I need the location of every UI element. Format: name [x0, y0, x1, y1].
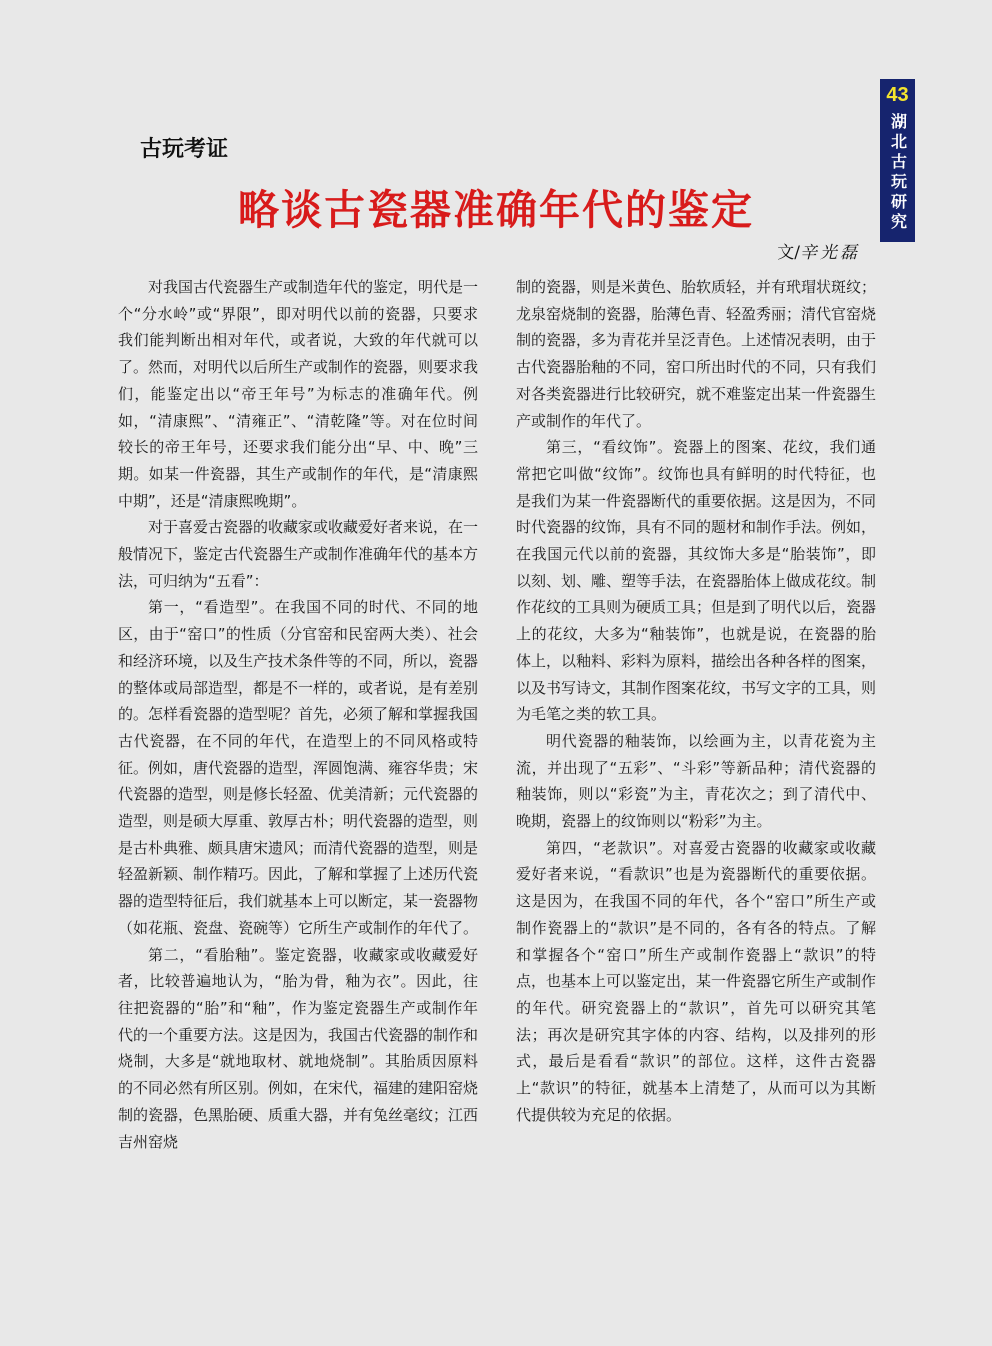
- journal-name: 湖北古玩研究: [888, 113, 908, 233]
- byline-separator: /: [794, 243, 800, 263]
- body-paragraph: 对于喜爱古瓷器的收藏家或收藏爱好者来说，在一般情况下，鉴定古代瓷器生产或制作准确年代的基本方法，可归纳为“五看”：: [118, 518, 479, 590]
- right-column: [516, 274, 876, 1129]
- left-column: [118, 274, 478, 1155]
- column-label: 古玩考证: [140, 137, 229, 162]
- body-paragraph: 对我国古代瓷器生产或制造年代的鉴定，明代是一个“分水岭”或“界限”，即对明代以前的瓷器，只要求我们能判断出相对年代，或者说，大致的年代就可以了。然而，对明代以后所生产或制作的瓷器，则要求我们，能鉴定出以“帝王年号”为标志的准确年代。例如，“清康熙”、“清雍正”、“清乾隆”等。对在位时间较长的帝王年号，还要求我们能分出“早、中、晚”三期。如某一件瓷器，其生产或制作的年代，是“清康熙中期”，还是“清康熙晚期”。: [118, 278, 479, 510]
- body-paragraph: 第三，“看纹饰”。瓷器上的图案、花纹，我们通常把它叫做“纹饰”。纹饰也具有鲜明的时代特征，也是我们为某一件瓷器断代的重要依据。这是因为，不同时代瓷器的纹饰，具有不同的题材和制作手法。例如，在我国元代以前的瓷器，其纹饰大多是“胎装饰”，即以刻、划、雕、塑等手法，在瓷器胎体上做成花纹。制作花纹的工具则为硬质工具；但是到了明代以后，瓷器上的花纹，大多为“釉装饰”，也就是说，在瓷器的胎体上，以釉料、彩料为原料，描绘出各种各样的图案，以及书写诗文，其制作图案花纹，书写文字的工具，则为毛笔之类的软工具。: [516, 438, 877, 724]
- byline-author: 辛光磊: [800, 243, 860, 263]
- article-title: 略谈古瓷器准确年代的鉴定: [238, 186, 754, 234]
- body-paragraph: 第二，“看胎釉”。鉴定瓷器，收藏家或收藏爱好者，比较普遍地认为，“胎为骨，釉为衣”。因此，往往把瓷器的“胎”和“釉”，作为鉴定瓷器生产或制作年代的一个重要方法。这是因为，我国古代瓷器的制作和烧制，大多是“就地取材、就地烧制”。其胎质因原料的不同必然有所区别。例如，在宋代，福建的建阳窑烧制的瓷器，色黑胎硬、质重大器，并有兔丝毫纹；江西吉州窑烧: [118, 945, 479, 1151]
- body-paragraph: 明代瓷器的釉装饰，以绘画为主，以青花瓷为主流，并出现了“五彩”、“斗彩”等新品种；清代瓷器的釉装饰，则以“彩瓷”为主，青花次之；到了清代中、晚期，瓷器上的纹饰则以“粉彩”为主。: [516, 731, 876, 831]
- body-paragraph-continued: 制的瓷器，则是米黄色、胎软质轻，并有玳瑁状斑纹；龙泉窑烧制的瓷器，胎薄色青、轻盈秀丽；清代官窑烧制的瓷器，多为青花并呈泛青色。上述情况表明，由于古代瓷器胎釉的不同，窑口所出时代的不同，只有我们对各类瓷器进行比较研究，就不难鉴定出某一件瓷器生产或制作的年代了。: [516, 278, 877, 430]
- page-number: 43: [886, 84, 909, 106]
- byline-prefix: 文: [777, 243, 795, 263]
- body-paragraph: 第四，“老款识”。对喜爱古瓷器的收藏家或收藏爱好者来说，“看款识”也是为瓷器断代的重要依据。这是因为，在我国不同的年代，各个“窑口”所生产或制作瓷器上的“款识”是不同的，各有各的特点。了解和掌握各个“窑口”所生产或制作瓷器上“款识”的特点，也基本上可以鉴定出，某一件瓷器它所生产或制作的年代。研究瓷器上的“款识”，首先可以研究其笔法；再次是研究其字体的内容、结构，以及排列的形式，最后是看看“款识”的部位。这样，这件古瓷器上“款识”的特征，就基本上清楚了，从而可以为其断代提供较为充足的依据。: [516, 838, 877, 1124]
- byline: [720, 241, 860, 265]
- body-paragraph: 第一，“看造型”。在我国不同的时代、不同的地区，由于“窑口”的性质（分官窑和民窑两大类）、社会和经济环境，以及生产技术条件等的不同，所以，瓷器的整体或局部造型，都是不一样的，或者说，是有差别的。怎样看瓷器的造型呢？首先，必须了解和掌握我国古代瓷器，在不同的年代，在造型上的不同风格或特征。例如，唐代瓷器的造型，浑圆饱满、雍容华贵；宋代瓷器的造型，则是修长轻盈、优美清新；元代瓷器的造型，则是硕大厚重、敦厚古朴；明代瓷器的造型，则是古朴典雅、颇具唐宋遗风；而清代瓷器的造型，则是轻盈新颖、制作精巧。因此，了解和掌握了上述历代瓷器的造型特征后，我们就基本上可以断定，某一瓷器物（如花瓶、瓷盘、瓷碗等）它所生产或制作的年代了。: [118, 598, 479, 937]
